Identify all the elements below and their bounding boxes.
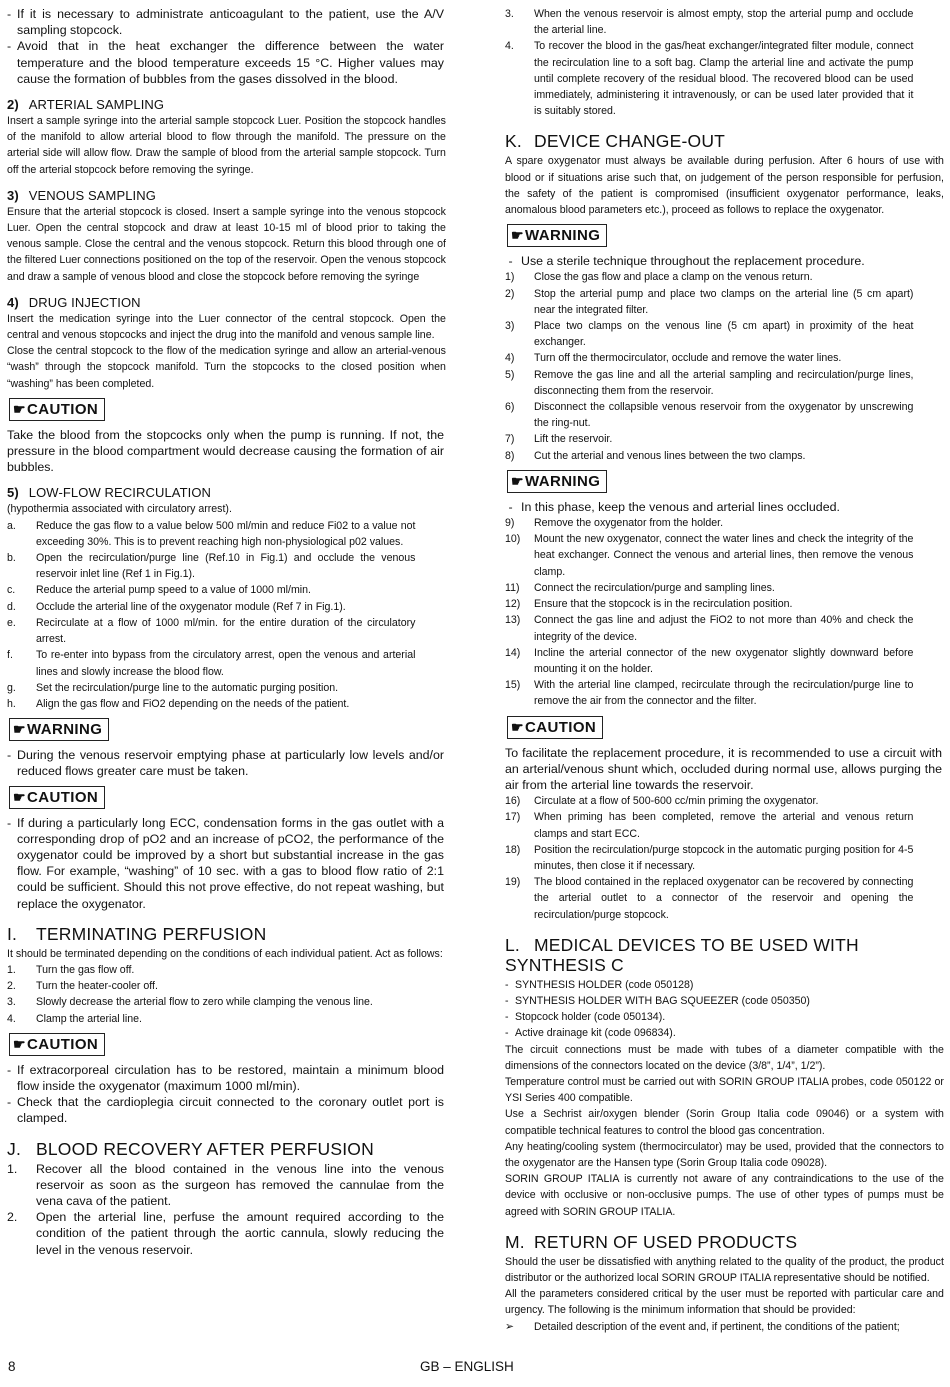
- caution-label: ☛CAUTION: [9, 786, 105, 809]
- item-text: Lift the reservoir.: [534, 433, 613, 446]
- caution-text: Take the blood from the stopcocks only when the pump is running. If not, the pressure in the blood compartment would decrease causing the formation of air bubbles.: [7, 427, 444, 475]
- item-number: e.: [7, 616, 16, 629]
- right-column: [505, 6, 942, 1335]
- item-text: Turn the gas flow off.: [36, 963, 135, 976]
- list-item: [7, 962, 444, 978]
- hand-pointer-icon: ☛: [13, 1035, 26, 1052]
- recovery-list: [7, 1161, 444, 1258]
- list-item: [505, 431, 942, 447]
- item-number: 3.: [7, 996, 16, 1009]
- list-item: [505, 809, 942, 841]
- caution-text: To facilitate the replacement procedure, it is recommended to use a circuit with an arterial/venous shunt which, occluded during normal use, allows purging the air from the arterial line towards the reservoir.: [505, 745, 942, 792]
- item-number: 8): [505, 449, 515, 462]
- item-number: 3): [505, 320, 515, 333]
- drug-text: Insert the medication syringe into the Luer connector of the central stopcock. Open the central and venous stopcocks and inject the drug into the manifold and venous sample line.: [7, 312, 446, 342]
- lowflow-list: [7, 518, 444, 712]
- item-number: 4.: [505, 40, 514, 53]
- item-number: 17): [505, 811, 521, 824]
- caution-label: ☛CAUTION: [507, 716, 603, 739]
- item-number: 13): [505, 614, 521, 627]
- page-footer: [0, 1359, 950, 1379]
- hand-pointer-icon: ☛: [13, 788, 26, 805]
- item-number: 7): [505, 433, 515, 446]
- caution-label: ☛CAUTION: [9, 398, 105, 421]
- list-item: [7, 550, 444, 582]
- list-item: [505, 6, 942, 38]
- item-text: Connect the recirculation/purge and sampling lines.: [534, 581, 775, 594]
- list-item: [505, 580, 942, 596]
- item-text: To re-enter into bypass from the circulatory arrest, open the venous and arterial lines and slowly increase the blood flow.: [36, 649, 416, 678]
- list-item: [7, 680, 444, 696]
- bullet-item: - Active drainage kit (code 096834).: [505, 1027, 676, 1040]
- left-column: [7, 6, 444, 1258]
- changeout-steps: [505, 515, 942, 709]
- hand-pointer-icon: ☛: [13, 400, 26, 417]
- item-text: Align the gas flow and FiO2 depending on the needs of the patient.: [36, 697, 350, 710]
- subtitle: (hypothermia associated with circulatory arrest).: [7, 503, 232, 516]
- list-item: [505, 612, 942, 644]
- item-number: 14): [505, 646, 521, 659]
- bullet-item: - If it is necessary to administrate anticoagulant to the patient, use the A/V sampling stopcock.: [7, 7, 444, 38]
- list-item: [505, 399, 942, 431]
- item-number: d.: [7, 600, 16, 613]
- paragraph: Temperature control must be carried out with SORIN GROUP ITALIA probes, code 050122 or YSI Series 400 compatible.: [505, 1075, 944, 1105]
- item-text: Circulate at a flow of 500-600 cc/min priming the oxygenator.: [534, 795, 819, 808]
- venous-text: Ensure that the arterial stopcock is closed. Insert a sample syringe into the venous stopcock Luer. Open the central stopcock and draw at least 10-15 ml of blood prior to taking the venous sample. Close the central and the venous stopcock. Return this blood through one of the filtered Luer connections positioned on the top of the reservoir. Open the venous stopcock and draw a sample of venous blood and close the stopcock before removing the syringe: [7, 205, 446, 283]
- bullet-item: - If extracorporeal circulation has to be restored, maintain a minimum blood flow inside the oxygenator (maximum 1000 ml/min).: [7, 1062, 444, 1093]
- list-item: [7, 1209, 444, 1258]
- item-number: 4): [505, 352, 515, 365]
- item-number: g.: [7, 681, 16, 694]
- item-text: Disconnect the collapsible venous reservoir from the oxygenator by unscrewing the ring-nut.: [534, 401, 914, 430]
- bullet-item: - If during a particularly long ECC, condensation forms in the gas outlet with a corresponding drop of pO2 and an increase of pCO2, the performance of the oxygenator could be improved by a short but substantial increase in the gas flow. For example, “washing” of 10 sec. with a gas to blood flow ratio of 2:1 could be sufficient. Should this not prove effective, do not repeat washing, but replace the oxygenator.: [7, 815, 444, 911]
- arterial-text: Insert a sample syringe into the arterial sample stopcock Luer. Position the stopcock handles of the manifold to allow arterial blood to flow through the manifold. The pressure on the arterial side will allow flow. Draw the sample of blood from the arterial sample stopcock. Turn off the arterial stopcock before removing the syringe.: [7, 115, 446, 176]
- list-item: [7, 696, 444, 712]
- item-text: Set the recirculation/purge line to the automatic purging position.: [36, 681, 339, 694]
- item-text: Ensure that the stopcock is in the recirculation position.: [534, 598, 793, 611]
- item-number: 2.: [7, 1210, 18, 1225]
- list-item: [505, 677, 942, 709]
- item-text: Clamp the arterial line.: [36, 1012, 142, 1025]
- item-number: 1.: [7, 1161, 18, 1176]
- list-item: [7, 582, 444, 598]
- warning-label: ☛WARNING: [507, 224, 607, 247]
- section-heading: K. DEVICE CHANGE-OUT: [505, 131, 726, 152]
- bullet-item: - In this phase, keep the venous and arterial lines occluded.: [505, 499, 840, 514]
- list-item: [505, 448, 942, 464]
- section-heading: L. MEDICAL DEVICES TO BE USED WITH SYNTHESIS C: [505, 934, 859, 975]
- footer-language: GB – ENGLISH: [420, 1359, 514, 1374]
- item-text: The blood contained in the replaced oxygenator can be recovered by connecting the arterial outlet to a connector of the reservoir and opening the recirculation/purge stopcock.: [534, 876, 914, 921]
- list-item: [505, 645, 942, 677]
- drug-text: Close the central stopcock to the flow of the medication syringe and allow an arterial-venous “wash” through the stopcock manifold. Turn the stopcocks to the closed position when “washing” has been completed.: [7, 345, 446, 390]
- item-text: When priming has been completed, remove the arterial and venous return clamps and start ECC.: [534, 811, 914, 840]
- returns-text: Should the user be dissatisfied with anything related to the quality of the product, the product distributor or the authorized local SORIN GROUP ITALIA representative should be notified.: [505, 1255, 944, 1284]
- page-number: 8: [8, 1359, 16, 1374]
- item-text: Reduce the gas flow to a value below 500 ml/min and reduce Fi02 to a value not exceeding 30%. This is to prevent reaching high non-physiological p02 values.: [36, 519, 416, 548]
- paragraph: Any heating/cooling system (thermocirculator) may be used, provided that the connectors to the oxygenator are the Hansen type (Sorin Group Italia code 09028).: [505, 1140, 944, 1169]
- list-item: [7, 599, 444, 615]
- item-text: Recirculate at a flow of 1000 ml/min. for the entire duration of the circulatory arrest.: [36, 616, 416, 646]
- item-number: h.: [7, 697, 16, 710]
- arrow-bullet-icon: ➢: [505, 1320, 514, 1333]
- item-text: With the arterial line clamped, recirculate through the recirculation/purge line to remove the air from the connector and the filter.: [534, 679, 914, 708]
- list-item: [505, 38, 942, 119]
- list-item: [7, 615, 444, 647]
- devices-paragraphs: [505, 1042, 942, 1220]
- list-item: [505, 269, 942, 285]
- item-text: Position the recirculation/purge stopcock in the automatic purging position for 4-5 minutes, then close it if necessary.: [534, 843, 914, 872]
- bullet-item: - Stopcock holder (code 050134).: [505, 1011, 666, 1024]
- item-text: Incline the arterial connector of the new oxygenator slightly downward before mounting it on the holder.: [534, 646, 914, 675]
- section-heading: 2) ARTERIAL SAMPLING: [7, 97, 165, 113]
- item-number: 16): [505, 795, 521, 808]
- section-heading: I. TERMINATING PERFUSION: [7, 923, 267, 944]
- item-text: Occlude the arterial line of the oxygenator module (Ref 7 in Fig.1).: [36, 600, 346, 613]
- item-number: 15): [505, 679, 521, 692]
- item-text: Open the arterial line, perfuse the amount required according to the condition of the patient through the aortic cannula, slowly reducing the level in the venous reservoir.: [36, 1210, 444, 1257]
- item-text: Remove the gas line and all the arterial sampling and recirculation/purge lines, disconnecting them from the reservoir.: [534, 368, 914, 397]
- paragraph: The circuit connections must be made with tubes of a diameter compatible with the dimensions of the connectors located on the device (3/8”, 1/4”, 1/2”).: [505, 1043, 944, 1072]
- hand-pointer-icon: ☛: [511, 718, 524, 735]
- arrow-item: ➢ Detailed description of the event and, if pertinent, the conditions of the patient;: [505, 1319, 942, 1335]
- devices-list: [505, 977, 942, 1042]
- item-text: Turn the heater-cooler off.: [36, 980, 158, 993]
- item-number: 18): [505, 843, 521, 856]
- list-item: [7, 518, 444, 550]
- bullet-item: - SYNTHESIS HOLDER WITH BAG SQUEEZER (code 050350): [505, 994, 810, 1007]
- item-text: Stop the arterial pump and place two clamps on the arterial line (5 cm apart) near the integrated filter.: [534, 287, 914, 316]
- changeout-steps: [505, 793, 942, 923]
- recovery-list-continued: [505, 6, 942, 119]
- item-text: When the venous reservoir is almost empty, stop the arterial pump and occlude the arterial line.: [534, 8, 914, 37]
- warning-label: ☛WARNING: [9, 718, 109, 741]
- list-item: [7, 994, 444, 1010]
- list-item: [505, 531, 942, 580]
- list-item: [505, 596, 942, 612]
- item-number: 1): [505, 271, 515, 284]
- item-text: Turn off the thermocirculator, occlude and remove the water lines.: [534, 352, 842, 365]
- warning-label: ☛WARNING: [507, 470, 607, 493]
- bullet-item: - SYNTHESIS HOLDER (code 050128): [505, 978, 694, 991]
- item-text: Remove the oxygenator from the holder.: [534, 517, 724, 530]
- list-item: [505, 350, 942, 366]
- item-number: f.: [7, 649, 13, 662]
- list-item: [505, 874, 942, 923]
- section-heading: J. BLOOD RECOVERY AFTER PERFUSION: [7, 1138, 374, 1159]
- list-item: [505, 842, 942, 874]
- item-text: Connect the gas line and adjust the FiO2 to not more than 40% and check the integrity of the device.: [534, 614, 914, 643]
- changeout-text: A spare oxygenator must always be available during perfusion. After 6 hours of use with blood or if situations arise such that, on judgement of the person responsible for perfusion, the safety of the patient is compromised (insufficient oxygenator performance, leaks, anomalous blood parameters etc.), proceed as follows to replace the oxygenator.: [505, 155, 944, 217]
- list-item: [505, 515, 942, 531]
- list-item: [505, 286, 942, 318]
- paragraph: Use a Sechrist air/oxygen blender (Sorin Group Italia code 09046) or a system with compatible technical features to control the blood gas concentration.: [505, 1108, 944, 1137]
- list-item: [505, 367, 942, 399]
- terminating-text: It should be terminated depending on the conditions of each individual patient. Act as follows:: [7, 947, 443, 960]
- item-text: Slowly decrease the arterial flow to zero while clamping the venous line.: [36, 996, 373, 1009]
- list-item: [505, 793, 942, 809]
- list-item: [7, 1011, 444, 1027]
- item-number: 9): [505, 517, 515, 530]
- paragraph: SORIN GROUP ITALIA is currently not aware of any contraindications to the use of the device with occlusive or non-occlusive pumps. The use of other types of pumps must be agreed with SORIN GROUP ITALIA.: [505, 1173, 944, 1218]
- item-number: 6): [505, 401, 515, 414]
- item-number: 2): [505, 287, 515, 300]
- item-text: Reduce the arterial pump speed to a value of 1000 ml/min.: [36, 584, 312, 597]
- item-number: 19): [505, 876, 521, 889]
- section-heading: 4) DRUG INJECTION: [7, 294, 141, 310]
- item-number: c.: [7, 584, 16, 597]
- item-number: 10): [505, 533, 521, 546]
- item-number: 2.: [7, 980, 16, 993]
- list-item: [7, 978, 444, 994]
- item-text: To recover the blood in the gas/heat exchanger/integrated filter module, connect the recirculation line to a soft bag. Clamp the arterial line and activate the pump until complete recovery of the residual blood. The recovered blood can be used immediately, administering it intravenously, or can be used later provided that it is suitably stored.: [534, 40, 914, 118]
- item-text: Mount the new oxygenator, connect the water lines and check the integrity of the heat exchanger. Connect the venous and arterial lines, then remove the venous clamp.: [534, 533, 914, 578]
- item-text: Recover all the blood contained in the venous line into the venous reservoir as soon as the surgeon has removed the cannulae from the vena cava of the patient.: [36, 1161, 444, 1208]
- item-number: 5): [505, 368, 515, 381]
- hand-pointer-icon: ☛: [511, 227, 524, 244]
- item-number: 12): [505, 598, 521, 611]
- item-text: Close the gas flow and place a clamp on the venous return.: [534, 271, 813, 284]
- section-heading: M. RETURN OF USED PRODUCTS: [505, 1231, 798, 1252]
- section-heading: 5) LOW-FLOW RECIRCULATION: [7, 485, 212, 501]
- item-number: 3.: [505, 8, 514, 20]
- item-text: Place two clamps on the venous line (5 cm apart) in proximity of the heat exchanger.: [534, 320, 914, 349]
- list-item: [7, 647, 444, 679]
- item-number: 1.: [7, 963, 16, 976]
- item-number: b.: [7, 552, 16, 565]
- bullet-item: - During the venous reservoir emptying phase at particularly low levels and/or reduced flows greater care must be taken.: [7, 748, 444, 779]
- returns-text: All the parameters considered critical by the user must be reported with particular care and urgency. The following is the minimum information that should be provided:: [505, 1288, 944, 1317]
- item-number: 4.: [7, 1012, 16, 1025]
- list-item: [7, 1161, 444, 1210]
- item-text: Open the recirculation/purge line (Ref.10 in Fig.1) and occlude the venous reservoir inlet line (Ref 1 in Fig.1).: [36, 552, 416, 581]
- bullet-item: - Avoid that in the heat exchanger the difference between the water temperature and the blood temperature exceeds 15 °C. Higher values may cause the formation of bubbles from the gases dissolved in the blood.: [7, 39, 444, 86]
- bullet-item: - Use a sterile technique throughout the replacement procedure.: [505, 254, 865, 269]
- caution-label: ☛CAUTION: [9, 1033, 105, 1056]
- list-item: [505, 318, 942, 350]
- hand-pointer-icon: ☛: [13, 721, 26, 738]
- item-number: 11): [505, 581, 520, 594]
- terminating-list: [7, 962, 444, 1027]
- item-text: Cut the arterial and venous lines between the two clamps.: [534, 449, 806, 462]
- item-number: a.: [7, 519, 16, 532]
- section-heading: 3) VENOUS SAMPLING: [7, 187, 156, 203]
- hand-pointer-icon: ☛: [511, 472, 524, 489]
- bullet-item: - Check that the cardioplegia circuit connected to the coronary outlet port is clamped.: [7, 1095, 444, 1126]
- changeout-steps: [505, 269, 942, 463]
